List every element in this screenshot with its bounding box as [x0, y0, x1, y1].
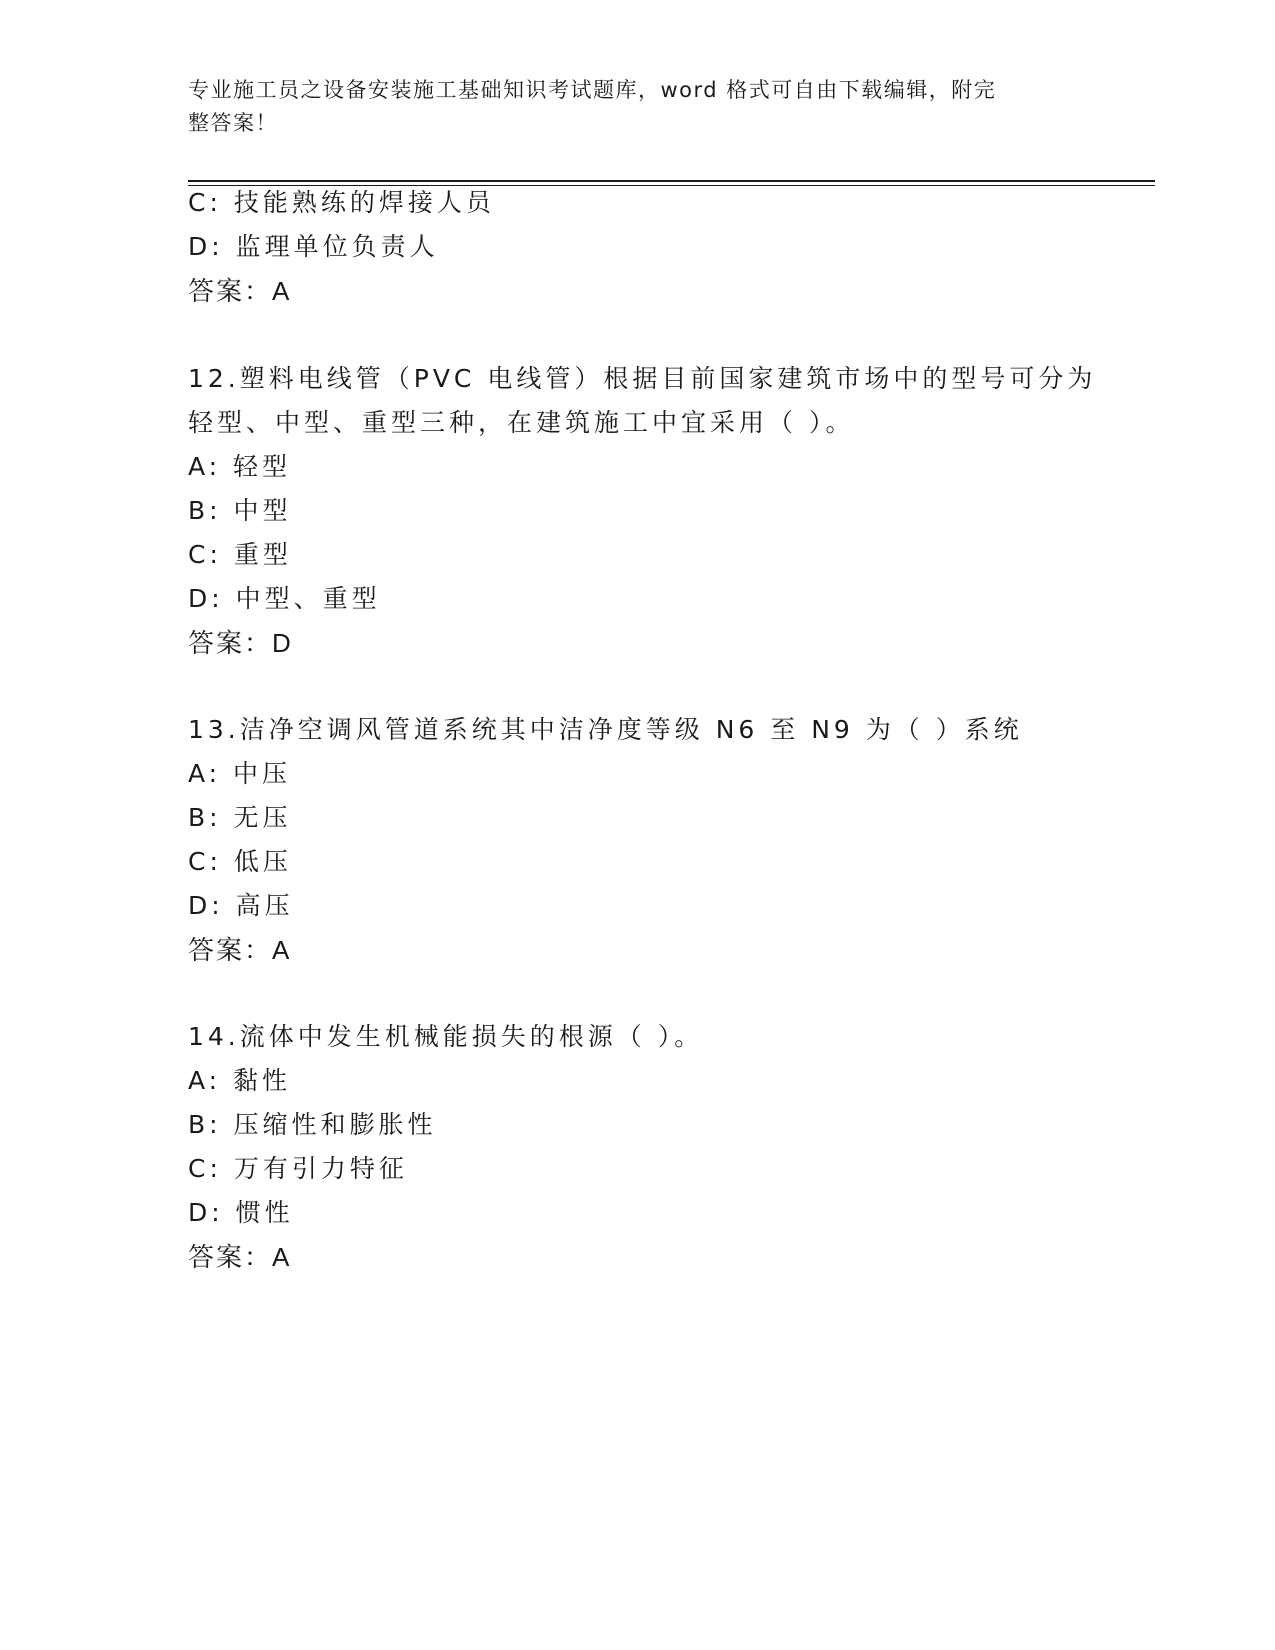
option-label: C: — [188, 847, 222, 876]
header-note-line-2: 整答案！ — [188, 111, 278, 135]
q14-option-c — [188, 1152, 408, 1186]
option-text: 惯性 — [235, 1198, 294, 1227]
option-text: 技能熟练的焊接人员 — [233, 188, 495, 217]
q14-option-a — [188, 1064, 291, 1098]
answer-value: A — [272, 1242, 291, 1272]
q11-answer — [188, 274, 290, 308]
answer-label: 答案： — [188, 276, 273, 306]
answer-value: A — [272, 935, 291, 965]
header-note — [188, 74, 1078, 140]
option-label: B: — [188, 496, 222, 525]
q12-option-b — [188, 494, 292, 528]
option-text: 重型 — [233, 540, 292, 569]
q12-answer — [188, 626, 292, 660]
option-text: 轻型 — [233, 452, 292, 481]
option-label: A: — [188, 1066, 222, 1095]
q14-answer — [188, 1240, 290, 1274]
option-text: 中型、重型 — [235, 584, 381, 613]
header-note-line-1: 专业施工员之设备安装施工基础知识考试题库，word 格式可自由下载编辑，附完 — [188, 78, 997, 102]
option-label: A: — [188, 452, 222, 481]
q11-option-c — [188, 186, 495, 220]
option-label: D: — [188, 891, 224, 920]
option-text: 监理单位负责人 — [235, 232, 439, 261]
option-label: C: — [188, 540, 222, 569]
q14-stem-line-1: 14.流体中发生机械能损失的根源（ ）。 — [188, 1022, 704, 1051]
q12-option-c — [188, 538, 292, 572]
q13-option-a — [188, 757, 291, 791]
option-text: 中压 — [233, 759, 292, 788]
option-text: 中型 — [233, 496, 292, 525]
option-text: 高压 — [235, 891, 294, 920]
option-text: 黏性 — [233, 1066, 292, 1095]
q13-option-c — [188, 845, 292, 879]
q13-answer — [188, 933, 290, 967]
header-divider-thick — [188, 180, 1155, 182]
answer-label: 答案： — [188, 935, 273, 965]
q13-option-b — [188, 801, 292, 835]
q12-option-a — [188, 450, 291, 484]
option-label: D: — [188, 232, 224, 261]
option-label: B: — [188, 1110, 222, 1139]
option-text: 无压 — [233, 803, 292, 832]
answer-value: A — [272, 276, 291, 306]
option-label: B: — [188, 803, 222, 832]
q13-stem-line-1: 13.洁净空调风管道系统其中洁净度等级 N6 至 N9 为（ ）系统 — [188, 715, 1023, 744]
q11-option-d — [188, 230, 439, 264]
q12-option-d — [188, 582, 381, 616]
answer-value: D — [272, 628, 292, 658]
option-label: A: — [188, 759, 222, 788]
option-label: D: — [188, 1198, 224, 1227]
q13-option-d — [188, 889, 294, 923]
option-label: C: — [188, 1154, 222, 1183]
q14-option-b — [188, 1108, 437, 1142]
answer-label: 答案： — [188, 1242, 273, 1272]
option-text: 压缩性和膨胀性 — [233, 1110, 437, 1139]
option-label: D: — [188, 584, 224, 613]
option-label: C: — [188, 188, 222, 217]
q12-stem-line-1: 12.塑料电线管（PVC 电线管）根据目前国家建筑市场中的型号可分为 — [188, 364, 1097, 393]
option-text: 低压 — [233, 847, 292, 876]
q14-option-d — [188, 1196, 294, 1230]
answer-label: 答案： — [188, 628, 273, 658]
q12-stem-line-2: 轻型、中型、重型三种，在建筑施工中宜采用（ ）。 — [188, 408, 855, 437]
option-text: 万有引力特征 — [233, 1154, 408, 1183]
